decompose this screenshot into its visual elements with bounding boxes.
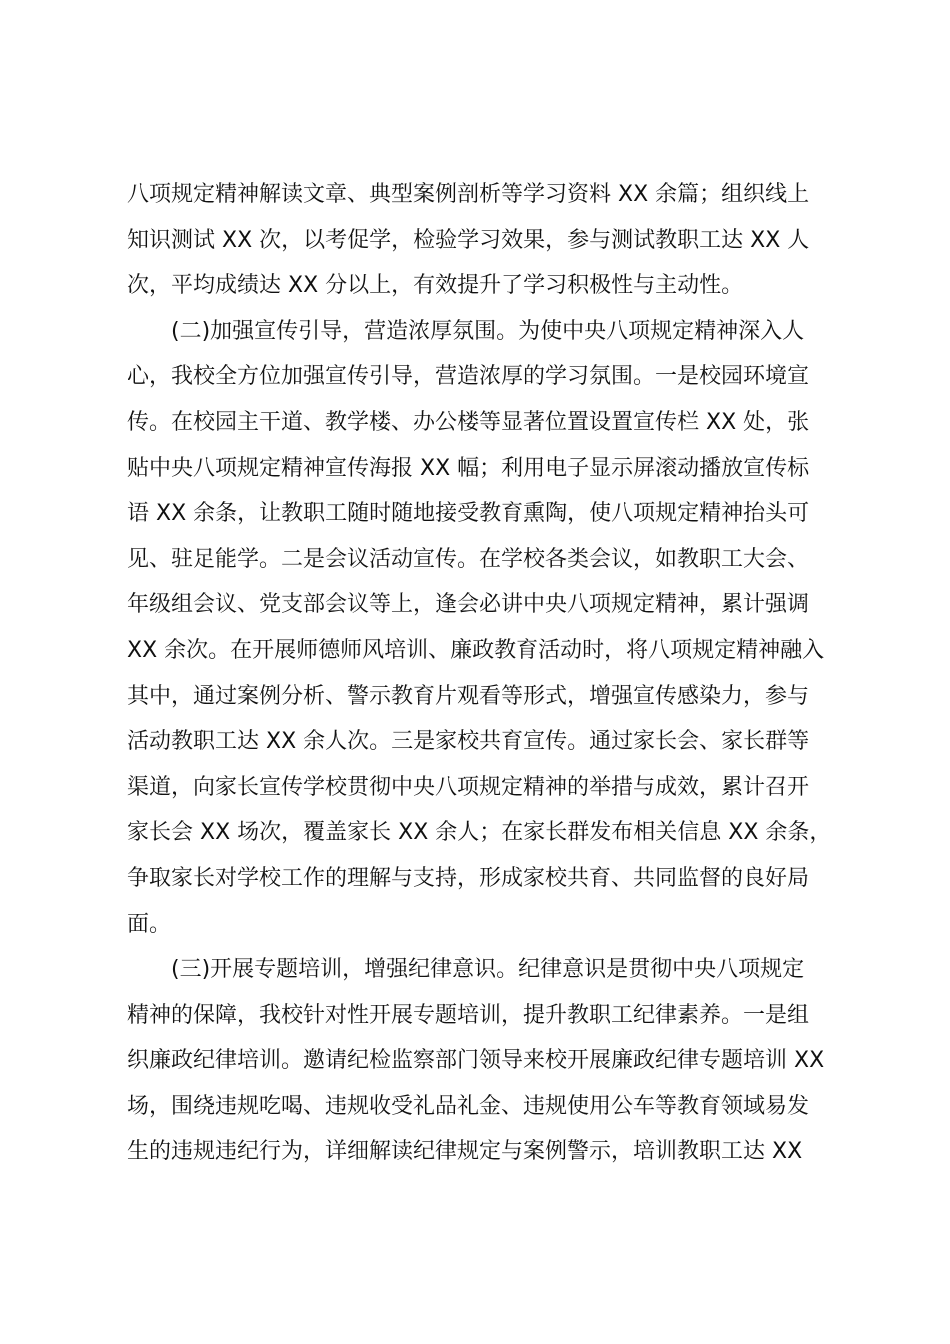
- text-line: 活动教职工达 XX 余人次。三是家校共育宣传。通过家长会、家长群等: [127, 729, 810, 755]
- text-line: 精神的保障，我校针对性开展专题培训，提升教职工纪律素养。一是组: [127, 1002, 810, 1028]
- text-line: 面。: [127, 911, 172, 937]
- text-line: 贴中央八项规定精神宣传海报 XX 幅；利用电子显示屏滚动播放宣传标: [127, 455, 810, 481]
- text-line: 织廉政纪律培训。邀请纪检监察部门领导来校开展廉政纪律专题培训 XX: [127, 1048, 825, 1074]
- text-line: 见、驻足能学。二是会议活动宣传。在学校各类会议，如教职工大会、: [127, 546, 810, 572]
- text-line: 知识测试 XX 次，以考促学，检验学习效果，参与测试教职工达 XX 人: [127, 227, 810, 253]
- text-line: 心，我校全方位加强宣传引导，营造浓厚的学习氛围。一是校园环境宣: [127, 364, 810, 390]
- text-line: XX 余次。在开展师德师风培训、廉政教育活动时，将八项规定精神融入: [127, 637, 825, 663]
- text-line: 传。在校园主干道、教学楼、办公楼等显著位置设置宣传栏 XX 处，张: [127, 409, 810, 435]
- text-line: 语 XX 余条，让教职工随时随地接受教育熏陶，使八项规定精神抬头可: [127, 501, 810, 527]
- paragraph-first-line: (二)加强宣传引导，营造浓厚氛围。为使中央八项规定精神深入人: [171, 318, 805, 344]
- text-line: 渠道，向家长宣传学校贯彻中央八项规定精神的举措与成效，累计召开: [127, 774, 810, 800]
- text-line: 争取家长对学校工作的理解与支持，形成家校共育、共同监督的良好局: [127, 865, 810, 891]
- paragraph-first-line: (三)开展专题培训，增强纪律意识。纪律意识是贯彻中央八项规定: [171, 957, 805, 983]
- document-body: [127, 172, 839, 1175]
- text-line: 次，平均成绩达 XX 分以上，有效提升了学习积极性与主动性。: [127, 273, 744, 299]
- text-line: 场，围绕违规吃喝、违规收受礼品礼金、违规使用公车等教育领域易发: [127, 1093, 810, 1119]
- text-line: 家长会 XX 场次，覆盖家长 XX 余人；在家长群发布相关信息 XX 余条，: [127, 820, 832, 846]
- text-line: 生的违规违纪行为，详细解读纪律规定与案例警示，培训教职工达 XX: [127, 1139, 803, 1165]
- text-line: 其中，通过案例分析、警示教育片观看等形式，增强宣传感染力，参与: [127, 683, 810, 709]
- text-line: 八项规定精神解读文章、典型案例剖析等学习资料 XX 余篇；组织线上: [127, 182, 810, 207]
- text-line: 年级组会议、党支部会议等上，逢会必讲中央八项规定精神，累计强调: [127, 592, 810, 618]
